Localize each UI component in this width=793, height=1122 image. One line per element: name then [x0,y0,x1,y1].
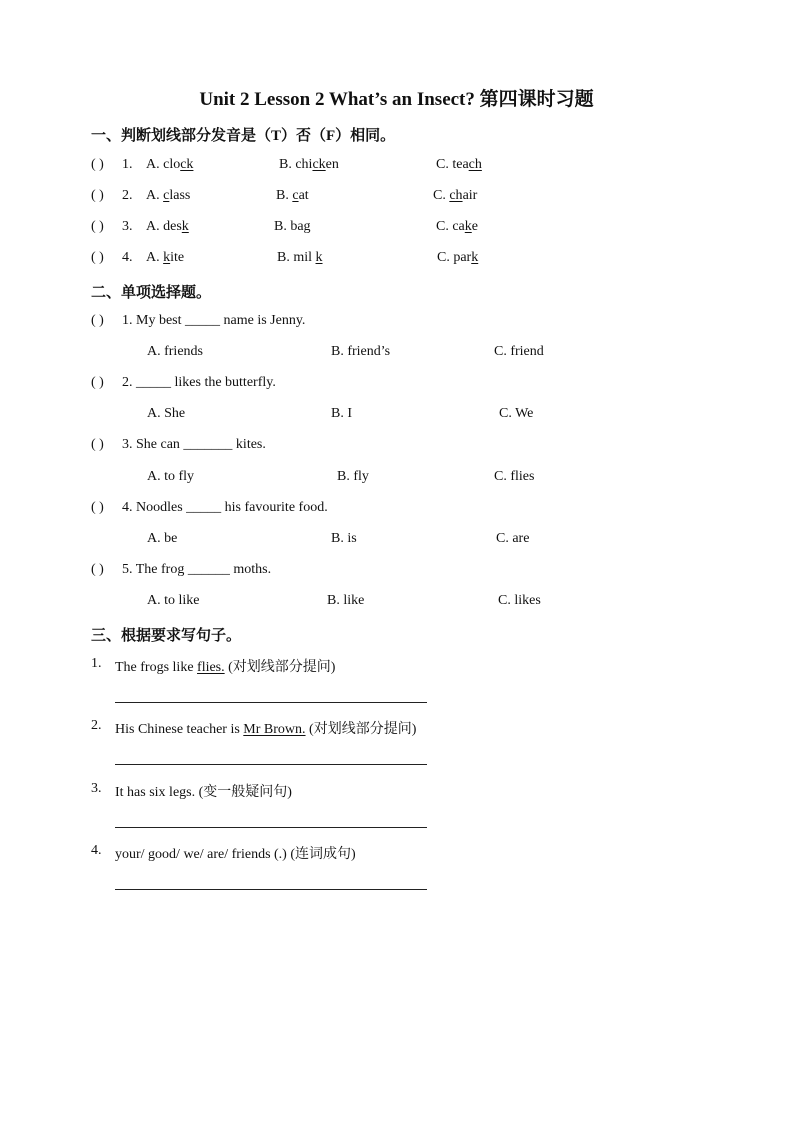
underlined-letters: c [163,188,170,203]
answer-blank[interactable]: ( ) [91,313,104,328]
choice-b: B. is [331,531,357,546]
answer-blank[interactable]: ( ) [91,250,104,265]
section-1-heading: 一、判断划线部分发音是（T）否（F）相同。 [91,128,396,144]
underlined-letters: k [471,250,479,265]
choice-a: A. be [147,531,178,546]
question-text: 2. _____ likes the butterfly. [122,375,276,390]
choice-b: B. fly [337,469,369,484]
page-title: Unit 2 Lesson 2 What’s an Insect? 第四课时习题 [199,89,594,110]
question-text: 1. My best _____ name is Jenny. [122,313,306,328]
underlined-letters: k [464,219,472,234]
answer-blank[interactable]: ( ) [91,437,104,452]
choice-c: C. friend [494,344,544,359]
answer-blank[interactable]: ( ) [91,219,104,234]
option-c: C. park [437,250,479,265]
option-b: B. bag [274,219,311,234]
sentence-prompt-1: The frogs like flies. (对划线部分提问) [115,660,336,675]
choice-c: C. We [499,406,534,421]
option-c: C. cake [436,219,478,234]
underlined-phrase: Mr Brown. [243,722,306,737]
sentence-prompt-4: your/ good/ we/ are/ friends (.) (连词成句) [115,847,356,862]
underlined-letters: k [163,250,171,265]
choice-b: B. like [327,593,365,608]
choice-b: B. I [331,406,352,421]
sentence-prompt-3: It has six legs. (变一般疑问句) [115,785,292,800]
choice-c: C. likes [498,593,541,608]
question-text: 3. She can _______ kites. [122,437,266,452]
underlined-letters: ck [180,157,194,172]
item-number: 4. [122,250,133,265]
answer-blank[interactable]: ( ) [91,500,104,515]
underlined-letters: ch [468,157,482,172]
item-number: 2. [122,188,133,203]
sentence-number: 4. [91,843,102,858]
option-b: B. chicken [279,157,339,172]
item-number: 1. [122,157,133,172]
section-3-heading: 三、根据要求写句子。 [91,628,242,644]
question-text: 4. Noodles _____ his favourite food. [122,500,328,515]
option-a: A. class [146,188,191,203]
answer-blank[interactable]: ( ) [91,562,104,577]
answer-line-4[interactable] [115,889,427,890]
underlined-letters: c [292,188,299,203]
option-b: B. mil k [277,250,323,265]
sentence-prompt-2: His Chinese teacher is Mr Brown. (对划线部分提问) [115,722,417,737]
choice-a: A. to fly [147,469,195,484]
underlined-letters: k [315,250,323,265]
answer-blank[interactable]: ( ) [91,188,104,203]
sentence-number: 3. [91,781,102,796]
choice-c: C. flies [494,469,535,484]
answer-line-1[interactable] [115,702,427,703]
sentence-number: 2. [91,718,102,733]
underlined-letters: ck [312,157,326,172]
underlined-phrase: flies. [197,660,225,675]
option-c: C. chair [433,188,478,203]
answer-line-2[interactable] [115,764,427,765]
underlined-letters: k [181,219,189,234]
answer-blank[interactable]: ( ) [91,157,104,172]
sentence-number: 1. [91,656,102,671]
option-a: A. desk [146,219,189,234]
section-2-heading: 二、单项选择题。 [91,285,212,301]
choice-c: C. are [496,531,530,546]
underlined-letters: ch [449,188,463,203]
option-a: A. clock [146,157,194,172]
choice-a: A. She [147,406,186,421]
option-b: B. cat [276,188,309,203]
item-number: 3. [122,219,133,234]
choice-a: A. to like [147,593,200,608]
answer-blank[interactable]: ( ) [91,375,104,390]
option-c: C. teach [436,157,482,172]
question-text: 5. The frog ______ moths. [122,562,272,577]
choice-a: A. friends [147,344,203,359]
option-a: A. kite [146,250,185,265]
answer-line-3[interactable] [115,827,427,828]
choice-b: B. friend’s [331,344,391,359]
